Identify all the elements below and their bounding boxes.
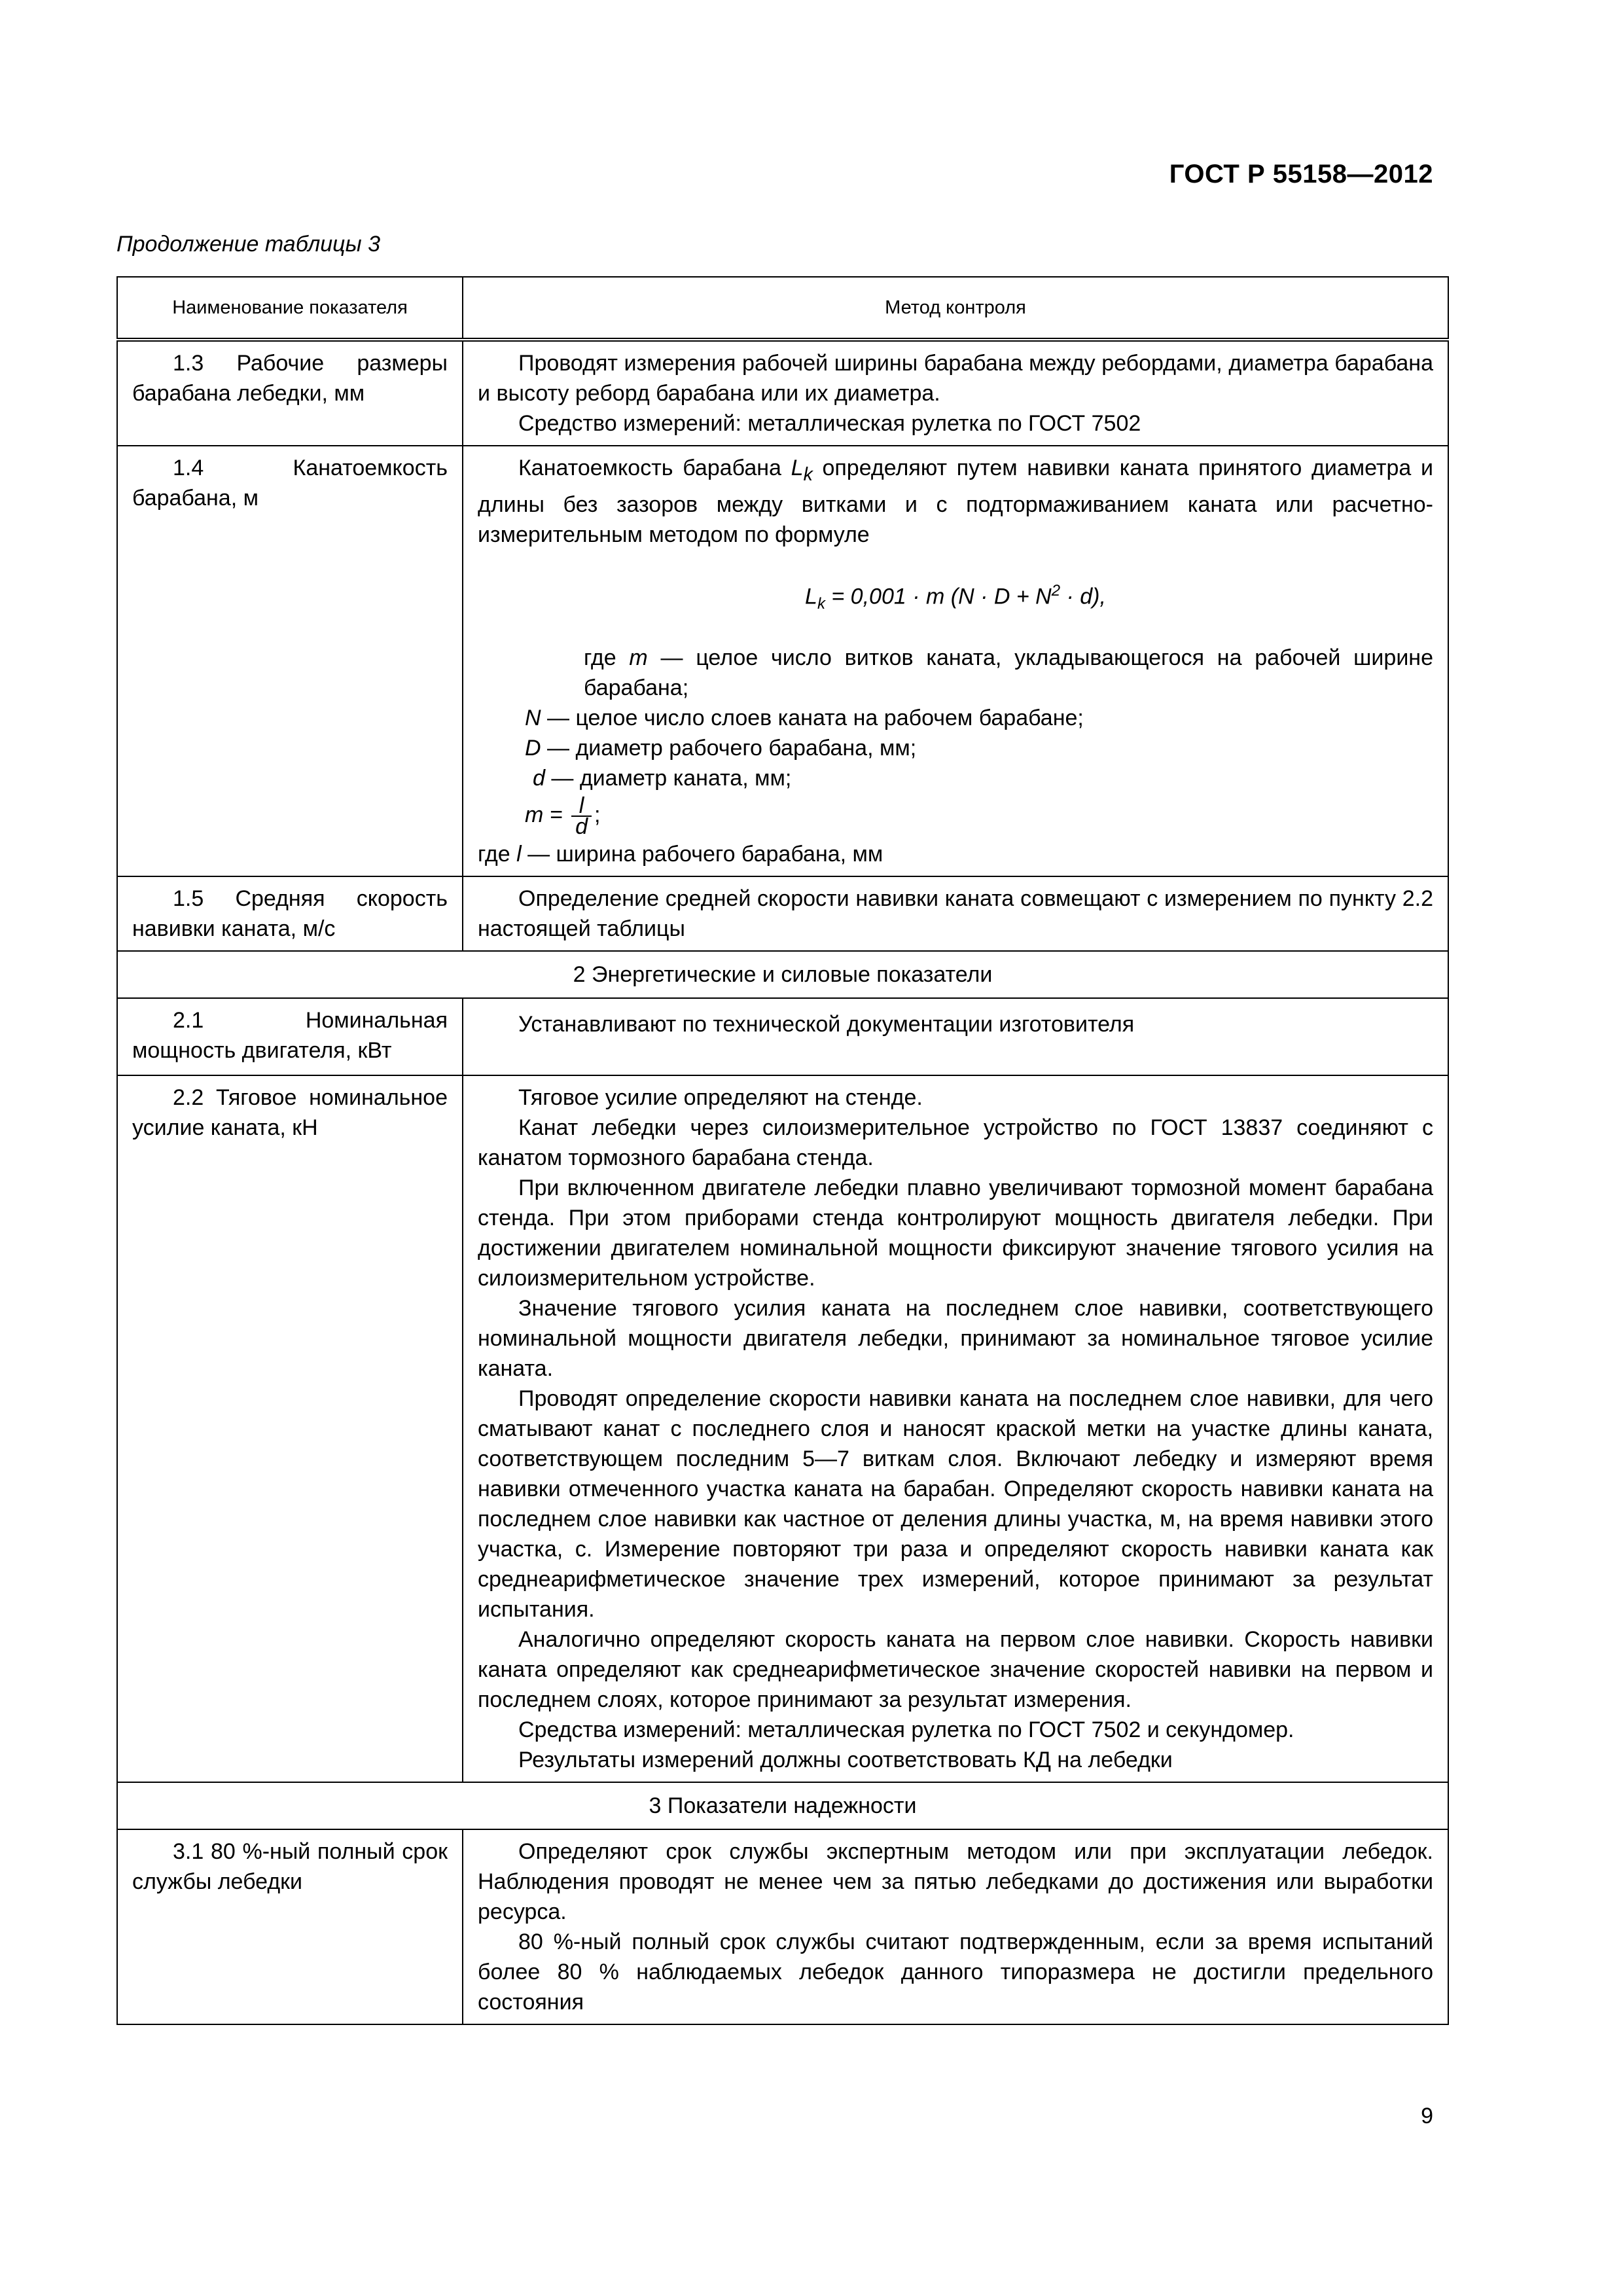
method-paragraph: Средства измерений: металлическая рулетка по ГОСТ 7502 и секундомер. <box>518 1717 1294 1742</box>
method-cell <box>463 876 1448 951</box>
formula-legend-n: N — целое число слоев каната на рабочем барабане; <box>525 705 1084 730</box>
parameter-cell: 2.2 Тяговое номинальное усилие каната, кН <box>117 1075 463 1782</box>
method-paragraph: Значение тягового усилия каната на последнем слое навивки, соответствующего номинальной мощности двигателя лебедки, принимают за номинальное тяговое усилие каната. <box>478 1295 1433 1381</box>
methods-table <box>116 276 1449 2025</box>
table-row <box>117 1829 1448 2024</box>
parameter-cell: 1.5 Средняя скорость навивки каната, м/с <box>117 876 463 951</box>
section-row <box>117 951 1448 998</box>
document-code: ГОСТ Р 55158—2012 <box>1169 160 1433 188</box>
method-paragraph: Тяговое усилие определяют на стенде. <box>518 1085 923 1110</box>
method-cell <box>463 998 1448 1075</box>
parameter-cell: 1.3 Рабочие размеры барабана лебедки, мм <box>117 340 463 446</box>
method-paragraph: При включенном двигателе лебедки плавно увеличивают тормозной момент барабана стенда. При этом приборами стенда контролируют мощность двигателя лебедки. При достижении двигателем номинальной мощности фиксируют значение тягового усилия на силоизмерительном устройстве. <box>478 1175 1433 1291</box>
method-paragraph: Канатоемкость барабана $L_k$ определяют путем навивки каната принятого диаметра и длины без зазоров между витками и с подтормаживанием каната или расчетно-измерительным методом по формуле <box>478 456 1433 547</box>
column-header-parameter: Наименование показателя <box>117 277 463 340</box>
method-paragraph: Результаты измерений должны соответствовать КД на лебедки <box>518 1747 1173 1772</box>
method-paragraph: Определение средней скорости навивки каната совмещают с измерением по пункту 2.2 настоящей таблицы <box>478 886 1433 941</box>
drum-capacity-formula: $L_k = 0,001 \cdot m$ $(N \cdot D + N^2 \cdot d)$, <box>805 581 1106 613</box>
formula-legend-m: где m — целое число витков каната, укладывающегося на рабочей ширине барабана; <box>584 645 1433 700</box>
table-row <box>117 1075 1448 1782</box>
method-paragraph: 80 %-ный полный срок службы считают подтвержденным, если за время испытаний более 80 % наблюдаемых лебедок данного типоразмера не достигли предельного состояния <box>478 1929 1433 2015</box>
table-row <box>117 446 1448 876</box>
table-row <box>117 876 1448 951</box>
formula-legend-d-rope: d — диаметр каната, мм; <box>533 765 792 791</box>
table-header-row <box>117 277 1448 340</box>
method-paragraph: Канат лебедки через силоизмерительное устройство по ГОСТ 13837 соединяют с канатом тормозного барабана стенда. <box>478 1115 1433 1170</box>
formula-m-fraction: m = $\frac{l}{d}$ ; <box>525 793 601 839</box>
method-cell <box>463 1829 1448 2024</box>
page-number: 9 <box>1421 2104 1433 2128</box>
method-cell <box>463 340 1448 446</box>
column-header-method: Метод контроля <box>463 277 1448 340</box>
formula-legend-d-drum: D — диаметр рабочего барабана, мм; <box>525 735 917 761</box>
section-title-reliability: 3 Показатели надежности <box>117 1782 1448 1829</box>
method-cell <box>463 446 1448 876</box>
table-continuation-caption: Продолжение таблицы 3 <box>116 232 380 257</box>
method-paragraph: Определяют срок службы экспертным методом или при эксплуатации лебедок. Наблюдения проводят не менее чем за пятью лебедками до достижения или выработки ресурса. <box>478 1839 1433 1924</box>
method-paragraph: Устанавливают по технической документации изготовителя <box>518 1011 1135 1037</box>
method-paragraph: Аналогично определяют скорость каната на первом слое навивки. Скорость навивки каната определяют как среднеарифметическое значение скоростей навивки на первом и последнем слоях, которое принимают за результат измерения. <box>478 1626 1433 1712</box>
parameter-cell: 1.4 Канатоемкость барабана, м <box>117 446 463 876</box>
method-cell <box>463 1075 1448 1782</box>
table-row <box>117 340 1448 446</box>
parameter-cell: 3.1 80 %-ный полный срок службы лебедки <box>117 1829 463 2024</box>
method-paragraph: Проводят определение скорости навивки каната на последнем слое навивки, для чего сматывают канат с последнего слоя и наносят краской метки на участке длины каната, соответствующем последним 5—7 виткам слоя. Включают лебедку и измеряют время навивки отмеченного участка каната на барабан. Определяют скорость навивки каната на последнем слое навивки как частное от деления длины участка, м, на время навивки этого участка, с. Измерение повторяют три раза и определяют скорость навивки каната как среднеарифметическое значение трех измерений, которое принимают за результат испытания. <box>478 1386 1433 1622</box>
method-paragraph: Средство измерений: металлическая рулетка по ГОСТ 7502 <box>518 411 1141 436</box>
table-row <box>117 998 1448 1075</box>
parameter-cell: 2.1 Номинальная мощность двигателя, кВт <box>117 998 463 1075</box>
method-paragraph: Проводят измерения рабочей ширины барабана между ребордами, диаметра барабана и высоту реборд барабана или их диаметра. <box>478 351 1433 406</box>
section-row <box>117 1782 1448 1829</box>
formula-legend-l: где l — ширина рабочего барабана, мм <box>478 841 883 867</box>
section-title-energy: 2 Энергетические и силовые показатели <box>117 951 1448 998</box>
